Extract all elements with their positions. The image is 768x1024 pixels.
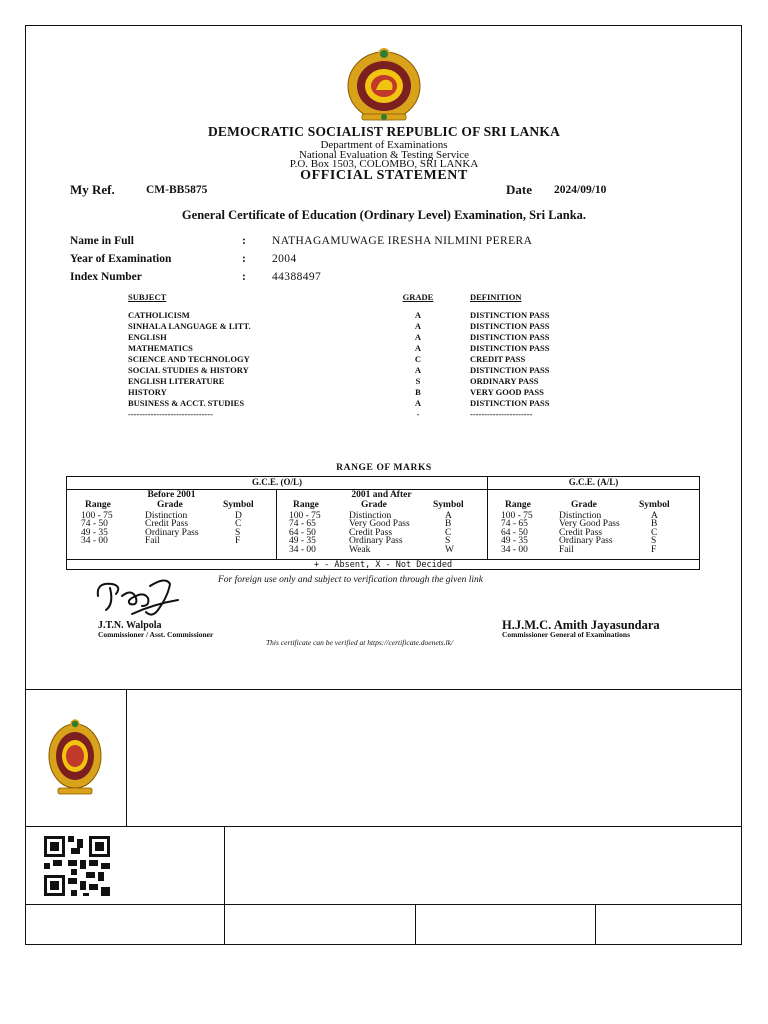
subject-cell: SCIENCE AND TECHNOLOGY [128, 354, 250, 364]
table-row [0, 387, 768, 398]
emblem-box-divider [126, 689, 128, 827]
definition-cell: DISTINCTION PASS [470, 321, 550, 331]
republic-heading: DEMOCRATIC SOCIALIST REPUBLIC OF SRI LANKA [207, 124, 561, 139]
table-row [0, 376, 768, 387]
before-2001-grade-cell: Ordinary Pass [145, 527, 199, 538]
after-2001-grade-header: Grade [361, 500, 387, 510]
before-2001-symbol-cell: S [235, 527, 241, 538]
grade-cell: A [414, 398, 422, 408]
my-ref-value: CM-BB5875 [146, 184, 208, 196]
after-2001-symbol-header: Symbol [433, 500, 464, 510]
subject-cell: MATHEMATICS [128, 343, 193, 353]
foreign-use-note: For foreign use only and subject to verification through the given link [218, 575, 483, 585]
index-label: Index Number [70, 271, 142, 283]
al-symbol-cell: A [651, 511, 658, 521]
before-2001-grade-cell: Fail [145, 536, 160, 547]
signer-left-title: Commissioner / Asst. Commissioner [98, 630, 214, 639]
al-grade-cell: Ordinary Pass [559, 536, 613, 547]
before-2001-range-cell: 100 - 75 [81, 511, 113, 521]
year-label: Year of Examination [70, 253, 172, 265]
name-label: Name in Full [70, 235, 134, 247]
subject-cell: ENGLISH [128, 332, 167, 342]
al-grade-header: Grade [571, 500, 597, 510]
al-title: G.C.E. (A/L) [568, 477, 619, 487]
definition-cell: CREDIT PASS [470, 354, 526, 364]
definition-cell: ORDINARY PASS [470, 376, 539, 386]
qr-code-icon [44, 836, 110, 896]
al-grade-cell: Fail [559, 544, 574, 555]
subject-cell: SOCIAL STUDIES & HISTORY [128, 365, 249, 375]
year-colon: : [242, 253, 246, 265]
address-line: P.O. Box 1503, COLOMBO, SRI LANKA [289, 158, 479, 170]
signature-left-icon [92, 574, 182, 618]
after-2001-grade-cell: Distinction [349, 511, 392, 521]
date-label: Date [506, 182, 532, 197]
service-line: National Evaluation & Testing Service [298, 149, 470, 161]
before-2001-symbol-header: Symbol [223, 500, 254, 510]
qr-row-divider [224, 826, 226, 945]
subject-header: SUBJECT [128, 292, 167, 302]
subject-cell: ENGLISH LITERATURE [128, 376, 225, 386]
definition-cell: DISTINCTION PASS [470, 398, 550, 408]
grade-cell: S [415, 376, 421, 386]
table-row [0, 332, 768, 343]
table-row [0, 310, 768, 321]
signer-left-name: J.T.N. Walpola [98, 620, 162, 631]
al-symbol-cell: C [651, 527, 658, 538]
name-colon: : [242, 235, 246, 247]
range-of-marks-title: RANGE OF MARKS [336, 463, 432, 473]
range-footnote: + - Absent, X - Not Decided [313, 560, 453, 570]
table-row [0, 354, 768, 365]
lower-divider [25, 689, 742, 691]
before-2001-symbol-cell: C [235, 519, 242, 530]
after-2001-range-cell: 34 - 00 [289, 544, 316, 555]
before-2001-title: Before 2001 [147, 490, 196, 500]
statement-title: OFFICIAL STATEMENT [300, 168, 468, 183]
table-row [0, 409, 768, 420]
subject-cell: ------------------------------ [128, 409, 213, 419]
signer-right-name: H.J.M.C. Amith Jayasundara [502, 618, 660, 632]
definition-header: DEFINITION [470, 292, 522, 302]
al-symbol-cell: F [651, 544, 657, 555]
before-2001-grade-cell: Credit Pass [145, 519, 189, 530]
table-row [0, 343, 768, 354]
grade-cell: - [416, 409, 420, 419]
verification-note: This certificate can be verified at https://certificate.doenets.lk/ [266, 638, 454, 647]
after-2001-title: 2001 and After [351, 490, 412, 500]
al-range-cell: 100 - 75 [501, 511, 533, 521]
definition-cell: DISTINCTION PASS [470, 310, 550, 320]
index-colon: : [242, 271, 246, 283]
grade-cell: A [414, 321, 422, 331]
ol-title: G.C.E. (O/L) [251, 477, 302, 487]
national-emblem-icon [342, 44, 426, 124]
after-2001-symbol-cell: W [445, 544, 454, 555]
before-2001-range-cell: 49 - 35 [81, 527, 108, 538]
al-symbol-header: Symbol [639, 500, 670, 510]
after-2001-range-cell: 74 - 65 [289, 519, 316, 530]
grade-cell: B [415, 387, 421, 397]
subject-cell: CATHOLICISM [128, 310, 190, 320]
before-2001-grade-header: Grade [157, 500, 183, 510]
after-2001-range-cell: 100 - 75 [289, 511, 321, 521]
after-2001-symbol-cell: B [445, 519, 452, 530]
al-range-cell: 49 - 35 [501, 536, 528, 547]
definition-cell: ---------------------- [470, 409, 533, 419]
range-of-marks-table [66, 476, 700, 570]
before-2001-symbol-cell: F [235, 536, 241, 547]
after-2001-symbol-cell: S [445, 536, 451, 547]
after-2001-symbol-cell: A [445, 511, 452, 521]
bottom-cell-divider-1 [415, 904, 417, 945]
grade-cell: A [414, 343, 422, 353]
definition-cell: VERY GOOD PASS [470, 387, 544, 397]
al-range-cell: 74 - 65 [501, 519, 528, 530]
definition-cell: DISTINCTION PASS [470, 365, 550, 375]
bottom-row-top [25, 904, 742, 906]
after-2001-range-header: Range [293, 500, 319, 510]
exam-title: General Certificate of Education (Ordinary Level) Examination, Sri Lanka. [181, 208, 587, 222]
after-2001-range-cell: 49 - 35 [289, 536, 316, 547]
year-value: 2004 [272, 253, 297, 265]
grade-cell: A [414, 332, 422, 342]
index-value: 44388497 [272, 271, 322, 283]
before-2001-range-cell: 34 - 00 [81, 536, 108, 547]
al-grade-cell: Credit Pass [559, 527, 603, 538]
al-range-cell: 34 - 00 [501, 544, 528, 555]
subject-cell: BUSINESS & ACCT. STUDIES [128, 398, 245, 408]
table-row [0, 398, 768, 409]
name-value: NATHAGAMUWAGE IRESHA NILMINI PERERA [272, 235, 533, 247]
table-row [0, 321, 768, 332]
al-range-header: Range [505, 500, 531, 510]
table-row [0, 365, 768, 376]
al-grade-cell: Very Good Pass [559, 519, 620, 530]
subject-cell: SINHALA LANGUAGE & LITT. [128, 321, 251, 331]
definition-cell: DISTINCTION PASS [470, 343, 550, 353]
after-2001-grade-cell: Weak [349, 544, 371, 555]
al-symbol-cell: S [651, 536, 657, 547]
small-emblem-icon [46, 716, 104, 798]
subject-cell: HISTORY [128, 387, 167, 397]
after-2001-grade-cell: Credit Pass [349, 527, 393, 538]
before-2001-symbol-cell: D [235, 511, 242, 521]
grade-cell: A [414, 310, 422, 320]
before-2001-range-header: Range [85, 500, 111, 510]
department-line: Department of Examinations [320, 139, 448, 151]
after-2001-symbol-cell: C [445, 527, 452, 538]
my-ref-label: My Ref. [70, 182, 115, 197]
after-2001-grade-cell: Very Good Pass [349, 519, 410, 530]
after-2001-grade-cell: Ordinary Pass [349, 536, 403, 547]
grade-cell: A [414, 365, 422, 375]
grade-header: GRADE [402, 292, 434, 302]
date-value: 2024/09/10 [554, 184, 607, 196]
before-2001-range-cell: 74 - 50 [81, 519, 108, 530]
al-range-cell: 64 - 50 [501, 527, 528, 538]
bottom-cell-divider-2 [595, 904, 597, 945]
al-symbol-cell: B [651, 519, 658, 530]
signer-right-title: Commissioner General of Examinations [502, 630, 630, 639]
al-grade-cell: Distinction [559, 511, 602, 521]
before-2001-grade-cell: Distinction [145, 511, 188, 521]
after-2001-range-cell: 64 - 50 [289, 527, 316, 538]
qr-row-top [25, 826, 742, 828]
definition-cell: DISTINCTION PASS [470, 332, 550, 342]
grade-cell: C [414, 354, 422, 364]
